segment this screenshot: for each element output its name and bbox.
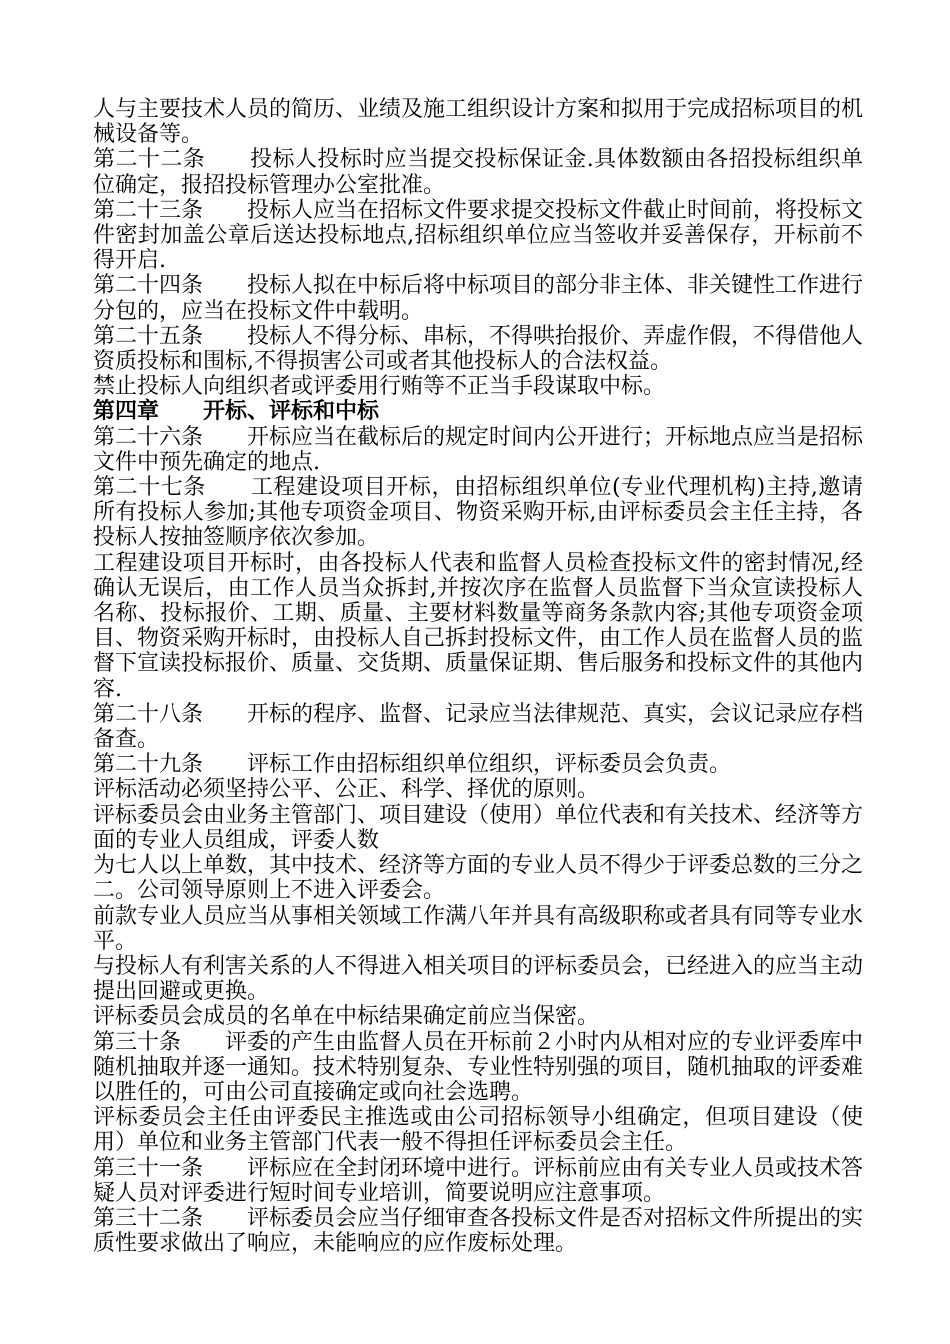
article-29-clause-2: 评标委员会由业务主管部门、项目建设（使用）单位代表和有关技术、经济等方面的专业人员组成，评委人数	[93, 802, 864, 853]
article-31: 第三十一条 评标应在全封闭环境中进行。评标前应由有关专业人员或技术答疑人员对评委进行短时间专业培训，简要说明应注意事项。	[93, 1155, 864, 1206]
article-29-clause-4: 前款专业人员应当从事相关领域工作满八年并具有高级职称或者具有同等专业水平。	[93, 903, 864, 954]
article-25-clause: 禁止投标人向组织者或评委用行贿等不正当手段谋取中标。	[93, 374, 666, 400]
article-27: 第二十七条 工程建设项目开标，由招标组织单位(专业代理机构)主持,邀请所有投标人参加;其他专项资金项目、物资采购开标,由评标委员会主任主持，各投标人按抽签顺序依次参加。	[93, 475, 863, 551]
article-26: 第二十六条 开标应当在截标后的规定时间内公开进行；开标地点应当是招标文件中预先确定的地点.	[93, 424, 864, 475]
document-page	[93, 97, 863, 1256]
article-29-clause-6: 评标委员会成员的名单在中标结果确定前应当保密。	[93, 1004, 600, 1030]
article-30-clause: 评标委员会主任由评委民主推选或由公司招标领导小组确定，但项目建设（使用）单位和业务主管部门代表一般不得担任评标委员会主任。	[93, 1105, 863, 1156]
article-27-clause: 工程建设项目开标时，由各投标人代表和监督人员检查投标文件的密封情况,经确认无误后，由工作人员当众拆封,并按次序在监督人员监督下当众宣读投标人名称、投标报价、工期、质量、主要材料数量等商务条款内容;其他专项资金项目、物资采购开标时，由投标人自己拆封投标文件，由工作人员在监督人员的监督下宣读投标报价、质量、交货期、质量保证期、售后服务和投标文件的其他内容.	[93, 550, 864, 702]
article-29-clause-3: 为七人以上单数，其中技术、经济等方面的专业人员不得少于评委总数的三分之二。公司领导原则上不进入评委会。	[93, 853, 864, 904]
article-30: 第三十条 评委的产生由监督人员在开标前２小时内从相对应的专业评委库中随机抽取并逐一通知。技术特别复杂、专业性特别强的项目，随机抽取的评委难以胜任的，可由公司直接确定或向社会选聘。	[93, 1029, 864, 1105]
article-29: 第二十九条 评标工作由招标组织单位组织，评标委员会负责。	[93, 752, 732, 778]
article-28: 第二十八条 开标的程序、监督、记录应当法律规范、真实，会议记录应存档备查。	[93, 701, 864, 753]
chapter-4-heading: 第四章 开标、评标和中标	[93, 398, 380, 425]
article-22: 第二十二条 投标人投标时应当提交投标保证金.具体数额由各招投标组织单位确定，报招投标管理办公室批准。	[93, 147, 863, 198]
article-29-clause-5: 与投标人有利害关系的人不得进入相关项目的评标委员会，已经进入的应当主动提出回避或更换。	[93, 953, 864, 1005]
article-25: 第二十五条 投标人不得分标、串标，不得哄抬报价、弄虚作假，不得借他人资质投标和围标,不得损害公司或者其他投标人的合法权益。	[93, 323, 864, 375]
paragraph-continuation: 人与主要技术人员的简历、业绩及施工组织设计方案和拟用于完成招标项目的机械设备等。	[93, 97, 864, 148]
article-24: 第二十四条 投标人拟在中标后将中标项目的部分非主体、非关键性工作进行分包的，应当在投标文件中载明。	[93, 273, 864, 324]
article-29-clause-1: 评标活动必须坚持公平、公正、科学、择优的原则。	[93, 777, 600, 803]
article-32: 第三十二条 评标委员会应当仔细审查各投标文件是否对招标文件所提出的实质性要求做出了响应，未能响应的应作废标处理。	[93, 1205, 864, 1257]
article-23: 第二十三条 投标人应当在招标文件要求提交投标文件截止时间前，将投标文件密封加盖公章后送达投标地点,招标组织单位应当签收并妥善保存，开标前不得开启.	[93, 197, 864, 274]
